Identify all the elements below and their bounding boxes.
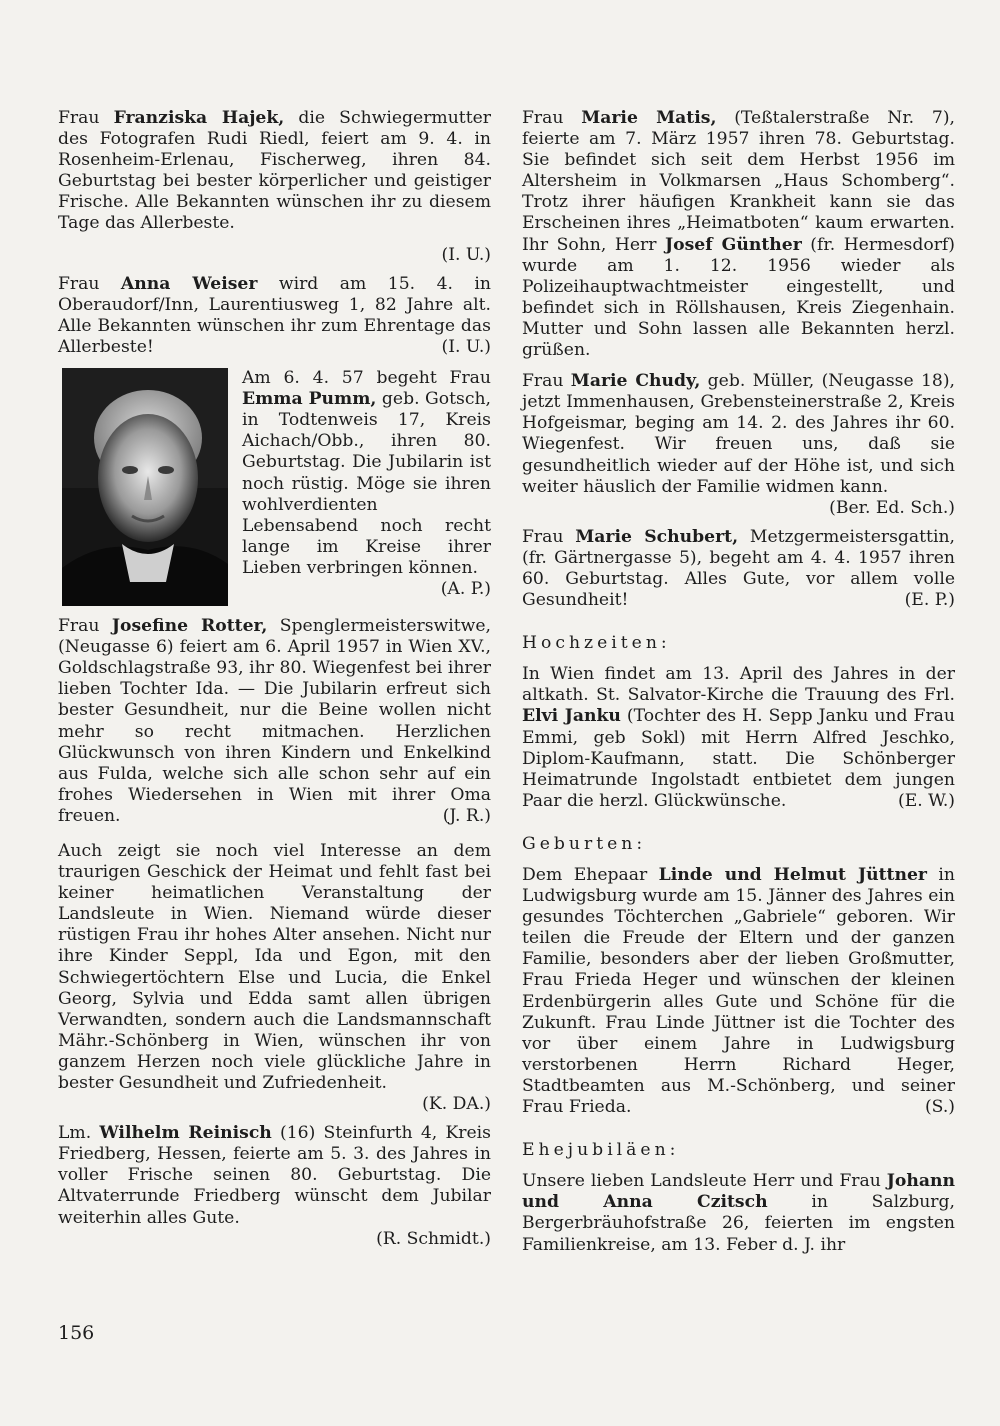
person-name: Josef Günther [665,234,802,255]
entry-marie-schubert [522,527,955,611]
person-name: Marie Matis, [581,108,717,128]
entry-text: geb. Müller, (Neugasse 18), jetzt Immenhausen, Grebensteinerstraße 2, Kreis Hofgeismar, beging am 14. 2. des Jahres ihr 60. Wiegenfest. Wir freuen uns, daß sie gesundheitlich wieder auf der Höhe ist, und sich weiter häuslich der Familie widmen kann. [522,371,955,497]
entry-marie-matis [522,108,955,361]
person-name: Wilhelm Reinisch [99,1123,272,1144]
entry-text: Frau [522,526,576,547]
left-column [58,108,491,1258]
person-name: Franziska Hajek, [113,108,285,128]
entry-czitsch [522,1171,955,1255]
entry-text: In Wien findet am 13. April des Jahres in der altkath. St. Salvator-Kirche die Trauung des Frl. [522,664,955,706]
entry-text: Frau [58,108,114,128]
section-heading-anniversaries: Ehejubiläen: [522,1140,680,1161]
signature-line [58,245,491,266]
signature: (I. U.) [441,244,491,265]
entry-anna-weiser [58,274,491,358]
person-name: Anna Weiser [120,273,258,294]
entry-text: Frau [58,616,112,637]
entry-josefine-rotter [58,616,491,827]
entry-text: (Teßtalerstraße Nr. 7), feierte am 7. März 1957 ihren 78. Geburtstag. Sie befindet sich seit dem Herbst 1956 im Altersheim in Volkmarsen „Haus Schomberg“. Trotz ihrer häufigen Krankheit kann sie das Erscheinen ihres „Heimatboten“ kaum erwarten. Ihr Sohn, Herr [522,108,955,255]
entry-wilhelm-reinisch [58,1123,491,1228]
entry-marie-chudy [522,371,955,498]
signature: (J. R.) [442,805,491,826]
entry-franziska-hajek [58,108,491,235]
signature: (A. P.) [440,578,491,599]
entry-text: wird am 15. 4. in Oberaudorf/Inn, Laurentiusweg 1, 82 Jahre alt. Alle Bekannten wünschen ihr zum Ehrentage das Allerbeste! [58,273,491,357]
signature-line [522,498,955,519]
person-name: Emma Pumm, [242,389,377,410]
right-column [522,108,955,1266]
entry-text: die Schwiegermutter des Fotografen Rudi Riedl, feiert am 9. 4. in Rosenheim-Erlenau, Fischerweg, ihren 84. Geburtstag bei bester körperlicher und geistiger Frische. Alle Bekannten wünschen ihr zu diesem Tage das Allerbeste. [58,108,491,234]
signature: (K. DA.) [422,1094,491,1115]
portrait-image [62,368,228,606]
entry-text: (fr. Hermesdorf) wurde am 1. 12. 1956 wieder als Polizeihauptwachtmeister eingestellt, und befindet sich in Röllshausen, Kreis Ziegenhain. Mutter und Sohn lassen alle Bekannten herzl. grüßen. [522,234,955,361]
signature: (R. Schmidt.) [376,1228,491,1249]
entry-text: in Ludwigsburg wurde am 15. Jänner des Jahres ein gesundes Töchterchen „Gabriele“ geboren. Wir teilen die Freude der Eltern und der ganzen Familie, besonders aber der lieben Großmutter, Frau Frieda Heger und wünschen der kleinen Erdenbürgerin alles Gute und Schöne für die Zukunft. Frau Linde Jüttner ist die Tochter des vor über einem Jahre in Ludwigsburg verstorbenen Herrn Richard Heger, Stadtbeamten aus M.-Schönberg, und seiner Frau Frieda. [522,865,955,1118]
person-name: Johann und Anna Czitsch [522,1171,955,1213]
page-number: 156 [58,1322,95,1344]
entry-text: geb. Gotsch, in Todtenweis 17, Kreis Aichach/Obb., ihren 80. Geburtstag. Die Jubilarin ist noch rüstig. Möge sie ihren wohlverdienten Lebensabend noch recht lange im Kreise ihrer Lieben verbringen können. [242,389,491,578]
entry-text: Frau [522,108,582,128]
person-name: Marie Chudy, [570,371,701,392]
entry-text: Am 6. 4. 57 begeht Frau [242,368,491,389]
signature: (Ber. Ed. Sch.) [829,497,955,518]
signature: (I. U.) [441,336,491,357]
signature: (E. W.) [897,790,955,811]
entry-text: Lm. [58,1123,100,1144]
entry-juettner [522,865,955,1118]
entry-text: Unsere lieben Landsleute Herr und Frau [522,1171,887,1192]
signature: (E. P.) [904,590,955,611]
entry-text: Auch zeigt sie noch viel Interesse an dem traurigen Geschick der Heimat und fehlt fast bei keiner heimatlichen Veranstaltung der Landsleute in Wien. Niemand würde dieser rüstigen Frau ihr hohes Alter ansehen. Nicht nur ihre Kinder Seppl, Ida und Egon, mit den Schwiegertöchtern Else und Lucia, die Enkel Georg, Sylvia und Edda samt allen übrigen Verwandten, sondern auch die Landsmannschaft Mähr.-Schönberg in Wien, wünschen ihr von ganzem Herzen noch viele glückliche Jahre in bester Gesundheit und Zufriedenheit. [58,840,491,1093]
entry-text: Metzgermeistersgattin, (fr. Gärtnergasse 5), begeht am 4. 4. 1957 ihren 60. Geburtstag. Alles Gute, vor allem volle Gesundheit! [522,526,955,611]
section-heading-weddings: Hochzeiten: [522,633,671,654]
person-name: Josefine Rotter, [111,616,268,637]
person-name: Linde und Helmut Jüttner [658,865,927,885]
section-heading-births: Geburten: [522,833,647,854]
entry-text: (Tochter des H. Sepp Janku und Frau Emmi, geb Sokl) mit Herrn Alfred Jeschko, Diplom-Kaufmann, statt. Die Schönberger Heimatrunde Ingolstadt entbietet dem jungen Paar die herzl. Glückwünsche. [522,706,955,811]
entry-text: Spenglermeisterswitwe, (Neugasse 6) feiert am 6. April 1957 in Wien XV., Goldschlagstraße 93, ihr 80. Wiegenfest bei ihrer lieben Tochter Ida. — Die Jubilarin erfreut sich bester Gesundheit, nur die Beine wollen nicht mehr so recht mitmachen. Herzlichen Glückwunsch von ihren Kindern und Enkelkind aus Fulda, welche sich alle schon sehr auf ein frohes Wiedersehen in Wien mit ihrer Oma freuen. [58,616,492,826]
signature-line [58,1229,491,1250]
entry-rotter-continued [58,841,491,1094]
entry-elvi-janku [522,664,955,812]
photo-entry-emma-pumm [58,368,491,606]
entry-text: Dem Ehepaar [522,865,659,885]
entry-text: Frau [58,273,121,294]
entry-text: Frau [522,371,571,392]
person-name: Marie Schubert, [575,526,739,547]
person-name: Elvi Janku [522,706,621,727]
entry-text: (16) Steinfurth 4, Kreis Friedberg, Hessen, feierte am 5. 3. des Jahres in voller Frische seinen 80. Geburtstag. Die Altvaterrunde Friedberg wünscht dem Jubilar weiterhin alles Gute. [58,1123,492,1228]
portrait-photo [62,368,228,606]
signature: (S.) [924,1097,955,1118]
signature-line [58,1094,491,1115]
entry-text: in Salzburg, Bergerbräuhofstraße 26, feierten im engsten Familienkreise, am 13. Feber d. J. ihr [522,1192,955,1255]
